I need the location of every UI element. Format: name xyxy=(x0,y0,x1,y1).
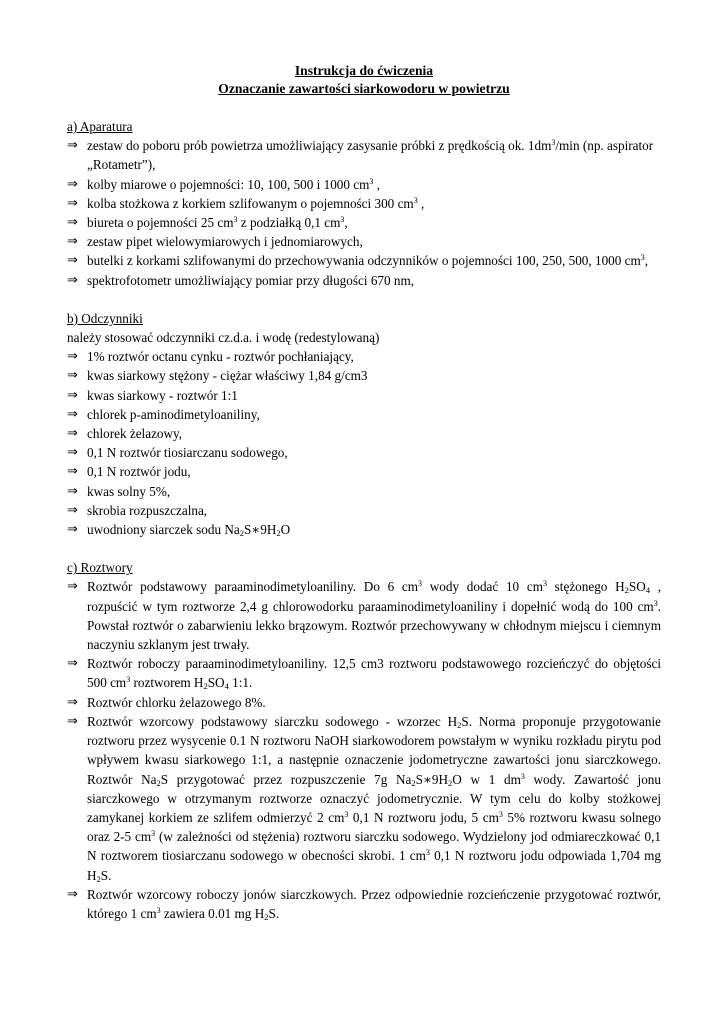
item-text: 1:1. xyxy=(228,675,253,691)
list-item xyxy=(67,482,661,501)
item-text: kwas siarkowy stężony - ciężar właściwy 1,84 g/cm3 xyxy=(87,368,368,384)
item-index: 2 xyxy=(448,777,453,788)
item-index: 3 xyxy=(151,829,156,839)
arrow-bullet-icon: ⇒ xyxy=(67,215,78,231)
arrow-bullet-icon: ⇒ xyxy=(67,349,78,365)
list-item xyxy=(67,213,661,232)
item-text: SO xyxy=(207,675,225,691)
item-index: 3 xyxy=(520,771,525,781)
section-b-list xyxy=(67,347,661,539)
item-text: , xyxy=(344,215,348,231)
item-text: butelki z korkami szlifowanymi do przechowywania odczynników o pojemności 100, 250, 500, 1000 cm xyxy=(87,253,641,269)
item-text: 0,1 N roztworu jodu, 5 cm xyxy=(348,809,499,825)
list-item xyxy=(67,462,661,481)
item-index: 3 xyxy=(542,579,547,589)
list-item xyxy=(67,654,661,692)
item-text: Roztwór wzorcowy podstawowy siarczku sodowego - wzorzec H xyxy=(87,713,458,729)
item-text: S. Norma proponuje przygotowanie roztworu przez wysycenie 0.1 N roztworu NaOH siarkowodorem powstałym w wyniku rozkładu pirytu pod wpływem kwasu siarkowego 1:1, a następnie oznaczenie jodometryczne zawartości jonu siarczkowego. Roztwór Na xyxy=(87,713,661,787)
item-index: 2 xyxy=(457,719,462,730)
item-text: wody dodać 10 cm xyxy=(422,579,543,595)
item-text: , xyxy=(373,176,380,192)
title-line-1: Instrukcja do ćwiczenia xyxy=(294,63,434,78)
list-item xyxy=(67,443,661,462)
item-text: 0,1 N roztwór jodu, xyxy=(87,464,191,480)
list-item xyxy=(67,520,661,539)
section-b-intro: należy stosować odczynniki cz.d.a. i wodę (redestylowaną) xyxy=(67,330,380,346)
item-index: 3 xyxy=(653,598,658,608)
item-text: , xyxy=(644,253,649,269)
item-index: 3 xyxy=(413,195,418,205)
arrow-bullet-icon: ⇒ xyxy=(67,502,78,518)
arrow-bullet-icon: ⇒ xyxy=(67,522,78,538)
list-item xyxy=(67,366,661,385)
list-item xyxy=(67,386,661,405)
item-text: chlorek p-aminodimetyloaniliny, xyxy=(87,406,260,422)
list-item xyxy=(67,175,661,194)
item-text: kolby miarowe o pojemności: 10, 100, 500 i 1000 cm xyxy=(87,176,370,192)
item-text: Roztwór chlorku żelazowego 8%. xyxy=(87,694,266,710)
arrow-bullet-icon: ⇒ xyxy=(67,387,78,403)
document-page xyxy=(67,62,661,923)
item-index: 4 xyxy=(224,681,229,692)
arrow-bullet-icon: ⇒ xyxy=(67,406,78,422)
item-index: 2 xyxy=(239,528,244,539)
section-a-list xyxy=(67,136,661,290)
arrow-bullet-icon: ⇒ xyxy=(67,253,78,269)
arrow-bullet-icon: ⇒ xyxy=(67,445,78,461)
item-index: 2 xyxy=(411,777,416,788)
item-text: . Powstał roztwór o zabarwieniu lekko brązowym. Roztwór przechowywany w chłodnym miejscu i ciemnym naczyniu szklanym jest trwały. xyxy=(87,598,661,653)
item-text: 1% roztwór octanu cynku - roztwór pochłaniający, xyxy=(87,349,354,365)
list-item xyxy=(67,501,661,520)
item-text: kolba stożkowa z korkiem szlifowanym o pojemności 300 cm xyxy=(87,195,414,211)
item-text: S∗9H xyxy=(243,522,277,538)
arrow-bullet-icon: ⇒ xyxy=(67,234,78,250)
section-b-heading: b) Odczynniki xyxy=(67,310,143,326)
item-text: zestaw do poboru prób powietrza umożliwiający zasysanie próbki z prędkością ok. 1dm xyxy=(87,138,552,154)
item-text: z podziałką 0,1 cm xyxy=(237,215,341,231)
list-item xyxy=(67,271,661,290)
list-item xyxy=(67,136,661,174)
item-text: wody. Zawartość jonu siarczkowego w otrzymanym roztworze oznaczyć jodometrycznie. W tym celu do kolby stożkowej zamykanej korkiem ze szlifem odmierzyć 2 cm xyxy=(87,771,661,825)
arrow-bullet-icon: ⇒ xyxy=(67,272,78,288)
item-index: 2 xyxy=(276,528,281,539)
item-text: zawiera 0.01 mg H xyxy=(160,905,265,921)
item-index: 3 xyxy=(418,579,423,589)
list-item xyxy=(67,251,661,270)
item-text: SO xyxy=(628,579,646,595)
item-index: 2 xyxy=(96,873,101,884)
item-text: Roztwór wzorcowy roboczy jonów siarczkowych. Przez odpowiednie rozcieńczenie przygotować roztwór, którego 1 cm xyxy=(87,886,661,921)
list-item xyxy=(67,712,661,885)
item-text: S. xyxy=(268,905,280,921)
item-index: 3 xyxy=(498,809,503,819)
item-index: 3 xyxy=(233,215,238,225)
item-text: 5% roztworu kwasu solnego oraz 2-5 cm xyxy=(87,809,662,845)
item-text: chlorek żelazowy, xyxy=(87,426,183,442)
item-text: S przygotować przez rozpuszczenie 7g Na xyxy=(160,771,412,787)
arrow-bullet-icon: ⇒ xyxy=(67,138,78,154)
item-text: O xyxy=(280,522,291,538)
item-text: spektrofotometr umożliwiający pomiar przy długości 670 nm, xyxy=(87,272,415,288)
item-text: 0,1 N roztwór tiosiarczanu sodowego, xyxy=(87,445,288,461)
arrow-bullet-icon: ⇒ xyxy=(67,483,78,499)
item-text: kwas siarkowy - roztwór 1:1 xyxy=(87,387,238,403)
item-index: 3 xyxy=(126,675,131,685)
section-c-list xyxy=(67,577,661,923)
list-item xyxy=(67,577,661,654)
item-index: 3 xyxy=(340,215,345,225)
arrow-bullet-icon: ⇒ xyxy=(67,426,78,442)
item-text: 0,1 N roztworu jodu odpowiada 1,704 mg H xyxy=(87,848,661,883)
item-text: kwas solny 5%, xyxy=(87,483,171,499)
item-text: uwodniony siarczek sodu Na xyxy=(87,522,240,538)
item-index: 2 xyxy=(203,681,208,692)
item-text: zestaw pipet wielowymiarowych i jednomiarowych, xyxy=(87,234,363,250)
item-text: biureta o pojemności 25 cm xyxy=(87,215,234,231)
list-item xyxy=(67,347,661,366)
item-text: O w 1 dm xyxy=(452,771,521,787)
item-text: S∗9H xyxy=(415,771,449,787)
item-text: roztworem H xyxy=(130,675,204,691)
item-index: 3 xyxy=(156,905,161,915)
arrow-bullet-icon: ⇒ xyxy=(67,368,78,384)
item-text: Roztwór roboczy paraaminodimetyloaniliny. 12,5 cm3 roztworu podstawowego rozcieńczyć do objętości 500 cm xyxy=(87,656,661,691)
item-index: 4 xyxy=(645,585,650,596)
list-item xyxy=(67,232,661,251)
item-text: /min (np. aspirator „Rotametr”), xyxy=(87,138,654,173)
arrow-bullet-icon: ⇒ xyxy=(67,176,78,192)
list-item xyxy=(67,424,661,443)
item-text: , rozpuścić w tym roztworze 2,4 g chlorowodorku paraaminodimetyloaniliny i dopełnić wodą do 100 cm xyxy=(87,579,662,614)
item-index: 2 xyxy=(264,911,269,922)
title-line-2: Oznaczanie zawartości siarkowodoru w powietrzu xyxy=(218,81,510,96)
list-item xyxy=(67,405,661,424)
arrow-bullet-icon: ⇒ xyxy=(67,579,78,595)
arrow-bullet-icon: ⇒ xyxy=(67,694,78,710)
item-text: , xyxy=(417,195,425,211)
item-text: (w zależności od stężenia) roztworu siarczku sodowego. Wydzielony jod odmiareczkować 0,1 N roztworem tiosiarczanu sodowego w obecności skrobi. 1 cm xyxy=(87,829,661,864)
item-index: 3 xyxy=(369,176,374,186)
item-index: 2 xyxy=(156,777,161,788)
arrow-bullet-icon: ⇒ xyxy=(67,464,78,480)
arrow-bullet-icon: ⇒ xyxy=(67,195,78,211)
item-index: 3 xyxy=(640,253,645,263)
item-index: 3 xyxy=(344,809,349,819)
item-index: 2 xyxy=(624,585,629,596)
section-c-heading: c) Roztwory xyxy=(67,560,133,576)
item-index: 3 xyxy=(551,138,556,148)
section-a-heading: a) Aparatura xyxy=(67,119,133,134)
list-item xyxy=(67,885,661,923)
arrow-bullet-icon: ⇒ xyxy=(67,886,78,902)
item-text: skrobia rozpuszczalna, xyxy=(87,502,208,518)
arrow-bullet-icon: ⇒ xyxy=(67,713,78,729)
list-item xyxy=(67,693,661,712)
item-text: Roztwór podstawowy paraaminodimetyloaniliny. Do 6 cm xyxy=(87,579,419,595)
item-text: stężonego H xyxy=(546,579,625,595)
item-index: 3 xyxy=(425,848,430,858)
list-item xyxy=(67,194,661,213)
item-text: S. xyxy=(100,867,112,883)
arrow-bullet-icon: ⇒ xyxy=(67,656,78,672)
